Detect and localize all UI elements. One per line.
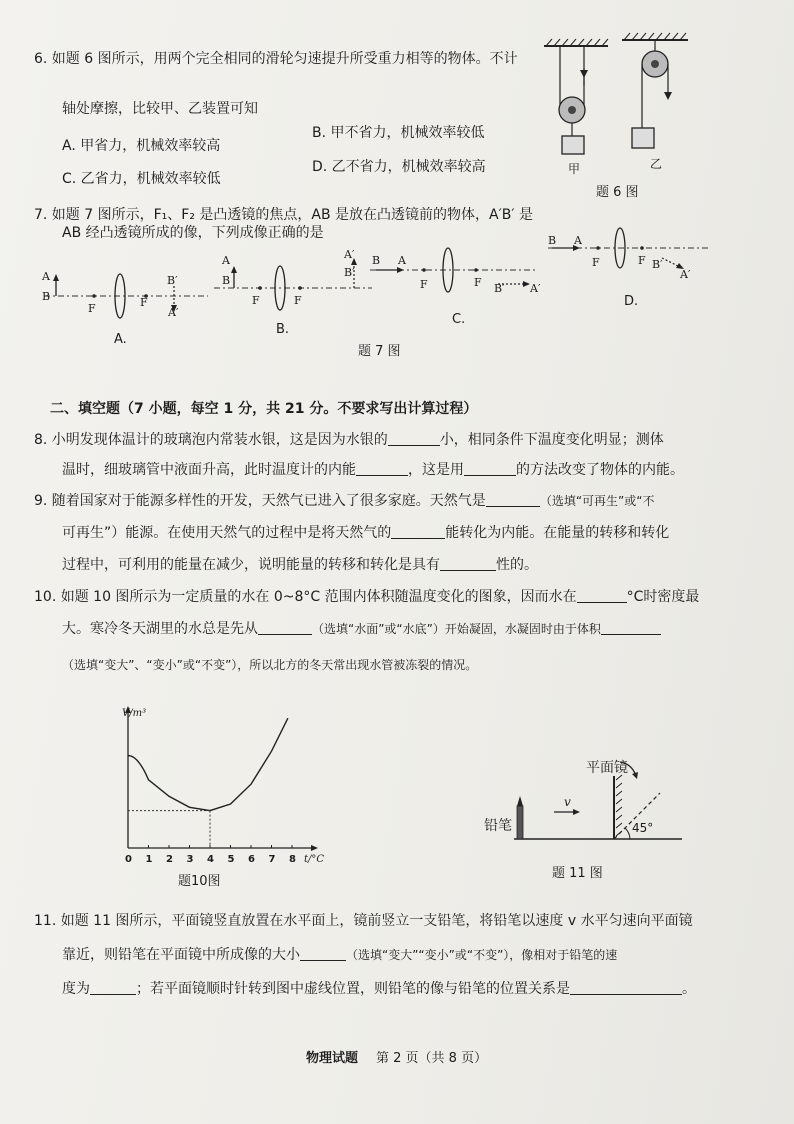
q10-blank-3[interactable] — [601, 634, 661, 635]
label-b-prime: B′ — [344, 266, 355, 279]
q10-line1 — [34, 588, 699, 606]
label-a-prime: A′ — [680, 268, 691, 281]
volume-curve — [128, 718, 288, 810]
pencil-icon — [517, 796, 523, 839]
fig6-label-jia: 甲 — [568, 162, 581, 176]
q7-line2: AB 经凸透镜所成的像，下列成像正确的是 — [62, 225, 324, 241]
pulley-yi — [622, 33, 688, 148]
figure-6-caption: 题 6 图 — [596, 185, 639, 200]
q11-text-3a: 度为 — [62, 981, 90, 997]
label-b: B — [548, 234, 557, 247]
arrow-head-icon — [573, 809, 580, 815]
q6-line1: 6. 如题 6 图所示，用两个完全相同的滑轮匀速提升所受重力相等的物体。不计 — [34, 51, 518, 67]
x-tick-label: 0 — [125, 854, 132, 865]
q8-text-2a: 温时，细玻璃管中液面升高，此时温度计的内能 — [62, 462, 356, 478]
label-f1: F — [592, 256, 600, 269]
figure-7-lens-diagrams — [36, 234, 716, 334]
x-tick-label: 5 — [227, 854, 235, 865]
figure-7-caption: 题 7 图 — [358, 344, 401, 359]
fig6-label-yi: 乙 — [650, 157, 663, 171]
q7-option-c: C. — [452, 312, 466, 327]
q9-text-2a: 可再生”）能源。在使用天然气的过程中是将天然气的 — [62, 525, 392, 541]
q9-line2 — [62, 524, 669, 542]
lens-diagram-c — [370, 248, 541, 295]
label-f1: F — [88, 302, 96, 315]
q6-option-a: A. 甲省力，机械效率较高 — [62, 138, 221, 154]
x-tick-label: 8 — [289, 854, 296, 865]
label-f2: F — [140, 296, 148, 309]
q10-line3: （选填“变大”、“变小”或“不变”），所以北方的冬天常出现水管被冻裂的情况。 — [62, 658, 478, 672]
label-f2: F — [294, 294, 302, 307]
q7-option-a: A. — [114, 332, 127, 347]
x-tick-label: 2 — [166, 854, 173, 865]
q9-line3 — [62, 556, 538, 574]
x-tick-label: 1 — [145, 854, 153, 865]
x-tick-label: 3 — [186, 854, 194, 865]
q10-line2 — [62, 620, 661, 638]
label-a: A — [398, 254, 406, 267]
figure-10-caption: 题10图 — [178, 874, 221, 889]
label-a: A — [574, 234, 582, 247]
q9-text-3a: 过程中，可利用的能量在减少，说明能量的转移和转化是具有 — [62, 557, 440, 573]
q6-line2: 轴处摩擦，比较甲、乙装置可知 — [62, 101, 258, 117]
q8-text-1b: 小，相同条件下温度变化明显；测体 — [439, 432, 664, 448]
x-tick-label: 4 — [207, 854, 214, 865]
q7-option-b: B. — [276, 322, 290, 337]
q9-text-1a: 9. 随着国家对于能源多样性的开发，天然气已进入了很多家庭。天然气是 — [34, 493, 486, 509]
angle-arc — [625, 828, 630, 839]
q11-blank-3[interactable] — [570, 994, 682, 995]
q9-line1 — [34, 492, 654, 510]
chart-plot-area — [122, 706, 324, 865]
label-b-prime: B′ — [167, 274, 178, 287]
q9-blank-3[interactable] — [440, 570, 496, 571]
mirror-hatching — [616, 775, 622, 836]
label-b-prime: B′ — [652, 258, 663, 271]
label-f2: F — [474, 276, 482, 289]
label-f1: F — [252, 294, 260, 307]
x-axis-arrow — [311, 845, 318, 851]
q11-blank-1[interactable] — [300, 960, 346, 961]
q8-line2 — [62, 461, 684, 479]
q8-blank-2[interactable] — [356, 475, 408, 476]
q10-text-1b: °C时密度最 — [626, 589, 700, 605]
q10-text-2b: （选填“水面”或“水底”）开始凝固，水凝固时由于体积 — [312, 622, 601, 636]
velocity-label: v — [564, 795, 571, 809]
q11-blank-2[interactable] — [90, 994, 136, 995]
q7-option-d: D. — [624, 294, 639, 309]
y-axis-label: V/m³ — [122, 708, 147, 719]
q11-text-3c: 。 — [682, 981, 696, 997]
angle-label: 45° — [632, 821, 654, 835]
label-a: A — [222, 254, 230, 267]
label-f2: F — [638, 254, 646, 267]
lens-diagram-d — [548, 228, 708, 281]
q11-line1: 11. 如题 11 图所示，平面镜竖直放置在水平面上，镜前竖立一支铅笔，将铅笔以速度 v 水平匀速向平面镜 — [34, 913, 693, 929]
q8-line1 — [34, 431, 664, 449]
label-a-prime: A′ — [530, 282, 541, 295]
label-b: B — [42, 290, 51, 303]
q10-blank-2[interactable] — [258, 634, 312, 635]
q10-blank-1[interactable] — [577, 602, 627, 603]
q6-option-c: C. 乙省力，机械效率较低 — [62, 171, 221, 187]
lens-diagram-a — [41, 270, 208, 319]
q11-line2 — [62, 946, 617, 964]
x-tick-label: 7 — [268, 854, 276, 865]
figure-10-chart — [110, 706, 340, 868]
x-tick-label: 6 — [248, 854, 255, 865]
label-a-prime: A′ — [344, 248, 355, 261]
q8-blank-3[interactable] — [464, 475, 516, 476]
label-b-prime: B′ — [494, 282, 505, 295]
label-a-prime: A′ — [168, 306, 179, 319]
x-axis-label: t/°C — [304, 854, 325, 865]
q11-text-3b: ；若平面镜顺时针转到图中虚线位置，则铅笔的像与铅笔的位置关系是 — [136, 981, 570, 997]
q6-option-d: D. 乙不省力，机械效率较高 — [312, 159, 486, 175]
rotation-arrow-head-icon — [632, 772, 638, 779]
mirror-label: 平面镜 — [586, 760, 628, 776]
q9-text-1b: （选填“可再生”或“不 — [539, 494, 655, 508]
q9-text-3b: 性的。 — [496, 557, 538, 573]
label-b: B — [372, 254, 381, 267]
q9-blank-1[interactable] — [486, 506, 540, 507]
section-2-heading: 二、填空题（7 小题，每空 1 分，共 21 分。不要求写出计算过程） — [50, 401, 478, 417]
q10-text-1a: 10. 如题 10 图所示为一定质量的水在 0~8°C 范围内体积随温度变化的图象，因而水在 — [34, 589, 577, 605]
label-b: B — [222, 274, 231, 287]
q11-text-2b: （选填“变大”“变小”或“不变”），像相对于铅笔的速 — [346, 948, 618, 962]
lens-diagram-b — [214, 248, 372, 310]
q6-option-b: B. 甲不省力，机械效率较低 — [312, 125, 485, 141]
figure-11-mirror — [470, 746, 710, 856]
label-f1: F — [420, 278, 428, 291]
q8-text-1a: 8. 小明发现体温计的玻璃泡内常装水银，这是因为水银的 — [34, 432, 388, 448]
label-a: A — [42, 270, 50, 283]
pencil-label: 铅笔 — [484, 818, 512, 834]
q9-blank-2[interactable] — [391, 538, 445, 539]
q8-text-2b: ，这是用 — [408, 462, 464, 478]
q8-blank-1[interactable] — [388, 445, 440, 446]
q7-line1: 7. 如题 7 图所示，F₁、F₂ 是凸透镜的焦点，AB 是放在凸透镜前的物体，A′B′ 是 — [34, 207, 534, 223]
q11-text-2a: 靠近，则铅笔在平面镜中所成像的大小 — [62, 947, 300, 963]
q10-text-2a: 大。寒冷冬天湖里的水总是先从 — [62, 621, 258, 637]
footer-subject: 物理试题 — [306, 1051, 359, 1066]
figure-6-pulleys — [538, 28, 698, 198]
figure-11-caption: 题 11 图 — [552, 866, 603, 881]
q8-text-2c: 的方法改变了物体的内能。 — [516, 462, 684, 478]
q9-text-2b: 能转化为内能。在能量的转移和转化 — [445, 525, 670, 541]
q11-line3 — [62, 980, 696, 998]
footer-page-number: 第 2 页（共 8 页） — [376, 1051, 488, 1066]
pulley-jia — [544, 39, 608, 154]
